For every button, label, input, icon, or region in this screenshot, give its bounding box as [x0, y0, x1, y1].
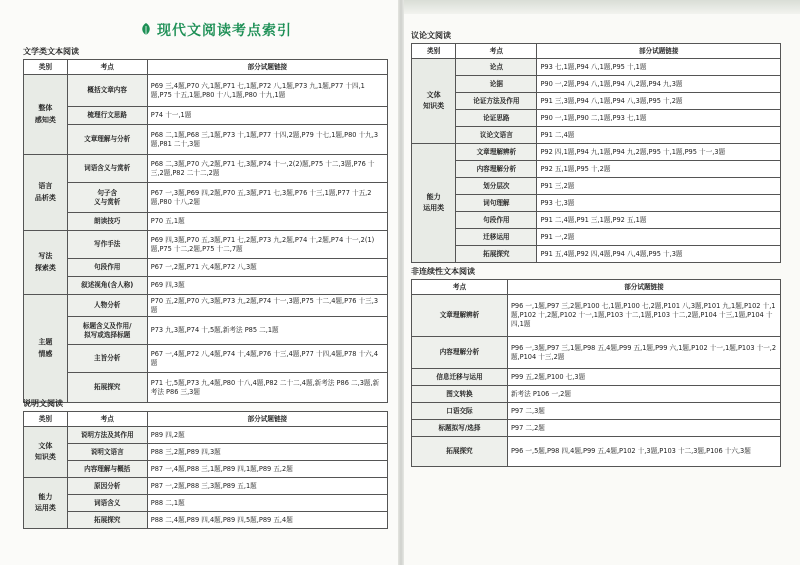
links-cell: P93 七,3题: [537, 195, 781, 212]
links-cell: P68 二,1题,P68 三,1题,P73 十,1题,P77 十四,2题,P79 十七,1题,P80 十九,3题,P81 二十,3题: [147, 125, 387, 155]
category-cell: 写法 探索类: [24, 231, 68, 295]
topic-cell: 标题拟写/选择: [412, 420, 508, 437]
topic-cell: 划分层次: [456, 178, 537, 195]
links-cell: P89 四,2题: [147, 427, 387, 444]
table-row: [24, 444, 388, 461]
table-row: [24, 461, 388, 478]
category-cell: 能力 运用类: [412, 144, 456, 263]
table-row: [412, 161, 781, 178]
links-cell: P91 一,2题: [537, 229, 781, 246]
links-cell: P88 三,2题,P89 四,3题: [147, 444, 387, 461]
table-row: [412, 369, 781, 386]
table-row: [24, 345, 388, 373]
links-cell: P91 三,2题: [537, 178, 781, 195]
table-row: [412, 403, 781, 420]
links-cell: P93 七,1题,P94 八,1题,P95 十,1题: [537, 59, 781, 76]
links-cell: 新考法 P106 一,2题: [507, 386, 780, 403]
table-row: [24, 75, 388, 107]
links-cell: P91 五,4题,P92 四,4题,P94 八,4题,P95 十,3题: [537, 246, 781, 263]
links-cell: P96 一,3题,P97 三,1题,P98 五,4题,P99 五,1题,P99 六,1题,P102 十一,1题,P103 十一,2题,P104 十三,2题: [507, 337, 780, 369]
links-cell: P69 四,3题,P70 五,3题,P71 七,2题,P73 九,2题,P74 十,2题,P74 十一,2(1)题,P75 十二,2题,P75 十二,7题: [147, 231, 387, 259]
topic-cell: 文章理解辨析: [456, 144, 537, 161]
table-row: [412, 195, 781, 212]
table-row: [24, 231, 388, 259]
table-row: [412, 144, 781, 161]
links-cell: P69 四,3题: [147, 277, 387, 295]
category-cell: 文体 知识类: [412, 59, 456, 144]
topic-cell: 朗读技巧: [67, 213, 147, 231]
topic-cell: 论证方法及作用: [456, 93, 537, 110]
topic-cell: 论证思路: [456, 110, 537, 127]
topic-cell: 词语含义与赏析: [67, 155, 147, 183]
topic-cell: 说明方法及其作用: [67, 427, 147, 444]
topic-cell: 句段作用: [67, 259, 147, 277]
topic-cell: 议论文语言: [456, 127, 537, 144]
table-row: [412, 212, 781, 229]
category-cell: 语言 品析类: [24, 155, 68, 231]
links-cell: P99 五,2题,P100 七,3题: [507, 369, 780, 386]
table-header-row: [24, 60, 388, 75]
table-row: [412, 337, 781, 369]
table-row: [412, 110, 781, 127]
topic-cell: 梳理行文思路: [67, 107, 147, 125]
table-row: [24, 107, 388, 125]
column-header: 部分试题链接: [147, 60, 387, 75]
topic-cell: 叙述视角(含人称): [67, 277, 147, 295]
column-header: 考点: [67, 60, 147, 75]
topic-cell: 标题含义及作用/ 拟写或选择标题: [67, 317, 147, 345]
topic-cell: 内容理解分析: [412, 337, 508, 369]
topic-cell: 论据: [456, 76, 537, 93]
topic-cell: 内容理解与概括: [67, 461, 147, 478]
links-cell: P90 一,1题,P90 二,1题,P93 七,1题: [537, 110, 781, 127]
table-row: [24, 478, 388, 495]
table-row: [24, 295, 388, 317]
page-title: 现代文阅读考点索引: [140, 19, 310, 41]
topic-cell: 拓展探究: [412, 437, 508, 467]
table-row: [412, 178, 781, 195]
table-row: [24, 213, 388, 231]
links-cell: P68 二,3题,P70 六,2题,P71 七,3题,P74 十一,2(2)题,P75 十二,3题,P76 十三,2题,P82 二十二,2题: [147, 155, 387, 183]
category-cell: 文体 知识类: [24, 427, 68, 478]
table-row: [24, 125, 388, 155]
links-cell: P91 二,4题: [537, 127, 781, 144]
links-cell: P67 一,4题,P72 八,4题,P74 十,4题,P76 十三,4题,P77 十四,4题,P78 十六,4题: [147, 345, 387, 373]
table-row: [412, 386, 781, 403]
leaf-icon: [140, 23, 152, 37]
topic-cell: 写作手法: [67, 231, 147, 259]
book-spine: [398, 0, 404, 565]
topic-cell: 内容理解分析: [456, 161, 537, 178]
column-header: 类别: [24, 60, 68, 75]
table-row: [24, 495, 388, 512]
topic-cell: 人物分析: [67, 295, 147, 317]
table-row: [412, 93, 781, 110]
links-cell: P74 十一,1题: [147, 107, 387, 125]
links-cell: P87 一,4题,P88 三,1题,P89 四,1题,P89 五,2题: [147, 461, 387, 478]
column-header: 部分试题链接: [537, 44, 781, 59]
table-row: [412, 59, 781, 76]
table-row: [24, 155, 388, 183]
literary-table: [23, 59, 388, 403]
topic-cell: 词语含义: [67, 495, 147, 512]
noncontinuous-table: [411, 279, 781, 467]
topic-cell: 概括文章内容: [67, 75, 147, 107]
topic-cell: 句子含 义与赏析: [67, 183, 147, 213]
links-cell: P91 二,4题,P91 三,1题,P92 五,1题: [537, 212, 781, 229]
topic-cell: 拓展探究: [67, 373, 147, 403]
table-row: [412, 420, 781, 437]
category-cell: 主题 情感: [24, 295, 68, 403]
table-header-row: [412, 280, 781, 295]
table-row: [24, 183, 388, 213]
table-row: [24, 373, 388, 403]
column-header: 部分试题链接: [507, 280, 780, 295]
links-cell: P91 三,3题,P94 八,1题,P94 八,3题,P95 十,2题: [537, 93, 781, 110]
topic-cell: 论点: [456, 59, 537, 76]
links-cell: P92 五,1题,P95 十,2题: [537, 161, 781, 178]
links-cell: P69 三,4题,P70 六,1题,P71 七,1题,P72 八,1题,P73 九,1题,P77 十四,1题,P75 十五,1题,P80 十八,1题,P80 十九,1题: [147, 75, 387, 107]
section-expository: 说明文阅读: [23, 399, 63, 408]
links-cell: P67 一,3题,P69 四,2题,P70 五,3题,P71 七,3题,P76 十三,1题,P77 十五,2题,P80 十八,2题: [147, 183, 387, 213]
column-header: 类别: [24, 412, 68, 427]
topic-cell: 口语交际: [412, 403, 508, 420]
table-row: [412, 295, 781, 337]
topic-cell: 句段作用: [456, 212, 537, 229]
category-cell: 整体 感知类: [24, 75, 68, 155]
table-row: [412, 127, 781, 144]
column-header: 考点: [67, 412, 147, 427]
table-row: [24, 277, 388, 295]
topic-cell: 拓展探究: [67, 512, 147, 529]
table-row: [24, 317, 388, 345]
column-header: 考点: [412, 280, 508, 295]
topic-cell: 文章理解辨析: [412, 295, 508, 337]
topic-cell: 词句理解: [456, 195, 537, 212]
links-cell: P73 九,3题,P74 十,5题,新考法 P85 二,1题: [147, 317, 387, 345]
links-cell: P90 一,2题,P94 八,1题,P94 八,2题,P94 九,3题: [537, 76, 781, 93]
links-cell: P87 一,2题,P88 三,3题,P89 五,1题: [147, 478, 387, 495]
column-header: 部分试题链接: [147, 412, 387, 427]
table-header-row: [412, 44, 781, 59]
links-cell: P88 二,4题,P89 四,4题,P89 四,5题,P89 五,4题: [147, 512, 387, 529]
table-row: [412, 229, 781, 246]
section-argumentative: 议论文阅读: [411, 31, 451, 40]
argumentative-table: [411, 43, 781, 263]
links-cell: P92 四,1题,P94 九,1题,P94 九,2题,P95 十,1题,P95 十一,3题: [537, 144, 781, 161]
column-header: 类别: [412, 44, 456, 59]
topic-cell: 说明文语言: [67, 444, 147, 461]
table-row: [412, 76, 781, 93]
topic-cell: 图文转换: [412, 386, 508, 403]
table-row: [412, 437, 781, 467]
topic-cell: 拓展探究: [456, 246, 537, 263]
expository-table: [23, 411, 388, 529]
links-cell: P88 二,1题: [147, 495, 387, 512]
category-cell: 能力 运用类: [24, 478, 68, 529]
table-row: [24, 259, 388, 277]
topic-cell: 主旨分析: [67, 345, 147, 373]
topic-cell: 文章理解与分析: [67, 125, 147, 155]
links-cell: P71 七,5题,P73 九,4题,P80 十八,4题,P82 二十二,4题,新考法 P86 二,3题,新考法 P86 三,3题: [147, 373, 387, 403]
table-row: [24, 512, 388, 529]
table-row: [412, 246, 781, 263]
column-header: 考点: [456, 44, 537, 59]
links-cell: P96 一,5题,P98 四,4题,P99 五,4题,P102 十,3题,P103 十二,3题,P106 十六,3题: [507, 437, 780, 467]
section-literary: 文学类文本阅读: [23, 47, 79, 56]
table-header-row: [24, 412, 388, 427]
topic-cell: 信息迁移与运用: [412, 369, 508, 386]
links-cell: P96 一,1题,P97 三,2题,P100 七,1题,P100 七,2题,P101 八,3题,P101 九,1题,P102 十,1题,P102 十,2题,P102 十一,1题,P103 十二,1题,P103 十二,2题,P104 十三,1题,P104 十四,1题: [507, 295, 780, 337]
top-strip: [400, 0, 800, 14]
links-cell: P67 一,2题,P71 六,4题,P72 八,3题: [147, 259, 387, 277]
table-row: [24, 427, 388, 444]
links-cell: P97 二,3题: [507, 403, 780, 420]
links-cell: P70 五,2题,P70 六,3题,P73 九,2题,P74 十一,3题,P75 十二,4题,P76 十三,3题: [147, 295, 387, 317]
topic-cell: 迁移运用: [456, 229, 537, 246]
section-noncontinuous: 非连续性文本阅读: [411, 267, 475, 276]
topic-cell: 原因分析: [67, 478, 147, 495]
links-cell: P97 二,2题: [507, 420, 780, 437]
links-cell: P70 五,1题: [147, 213, 387, 231]
